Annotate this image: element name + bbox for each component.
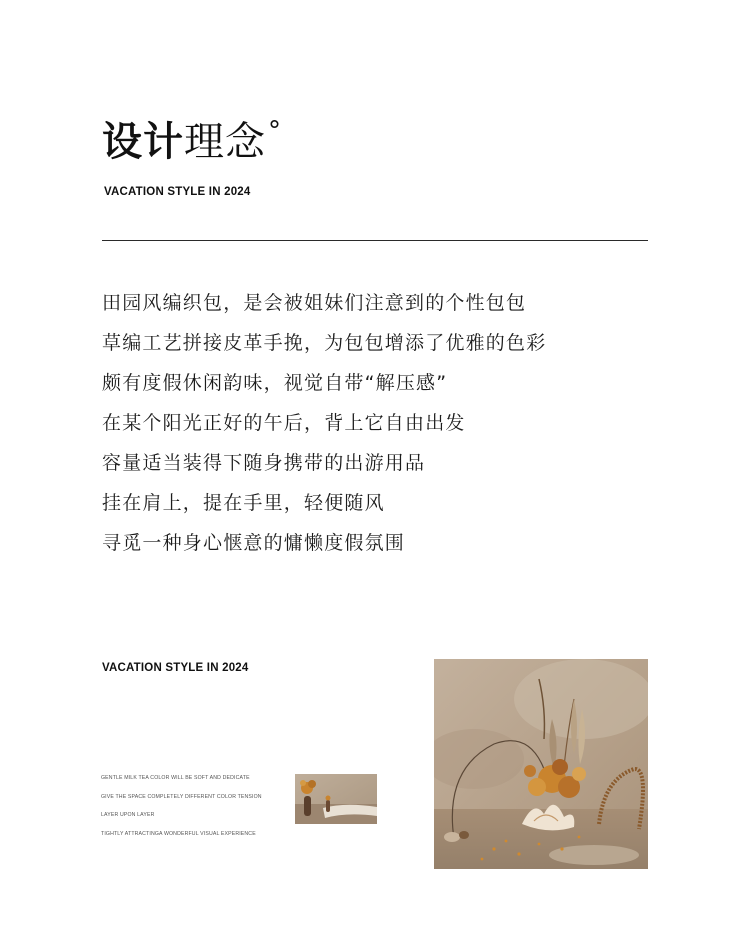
title-degree-mark: ° [268,116,281,146]
feature-photo [434,659,648,869]
small-caption-line: LAYER UPON LAYER [101,812,155,818]
poem-line: 田园风编织包，是会被姐妹们注意到的个性包包 [102,292,527,314]
poem-line: 容量适当装得下随身携带的出游用品 [102,452,426,474]
page-title [102,118,281,166]
poem-line: 在某个阳光正好的午后，背上它自由出发 [102,412,466,434]
divider [102,240,648,241]
small-caption-list [101,773,262,847]
section-subtitle: VACATION STYLE IN 2024 [102,662,249,674]
small-caption-line: GIVE THE SPACE COMPLETELY DIFFERENT COLOR TENSION [101,793,262,800]
subtitle: VACATION STYLE IN 2024 [104,186,251,198]
small-caption-line: TIGHTLY ATTRACTINGA WONDERFUL VISUAL EXPERIENCE [101,830,256,837]
poem [102,283,546,563]
poem-line: 寻觅一种身心惬意的慵懒度假氛围 [102,532,406,554]
small-caption-line: GENTLE MILK TEA COLOR WILL BE SOFT AND DEDICATE [101,775,250,781]
thumbnail-photo [295,774,377,824]
poem-line: 草编工艺拼接皮革手挽，为包包增添了优雅的色彩 [102,332,547,354]
poem-line: 挂在肩上，提在手里，轻便随风 [102,492,385,514]
title-light-part: 理念 [184,119,266,165]
poem-line: 颇有度假休闲韵味，视觉自带“解压感” [102,372,448,394]
title-bold-part: 设计 [102,119,184,165]
